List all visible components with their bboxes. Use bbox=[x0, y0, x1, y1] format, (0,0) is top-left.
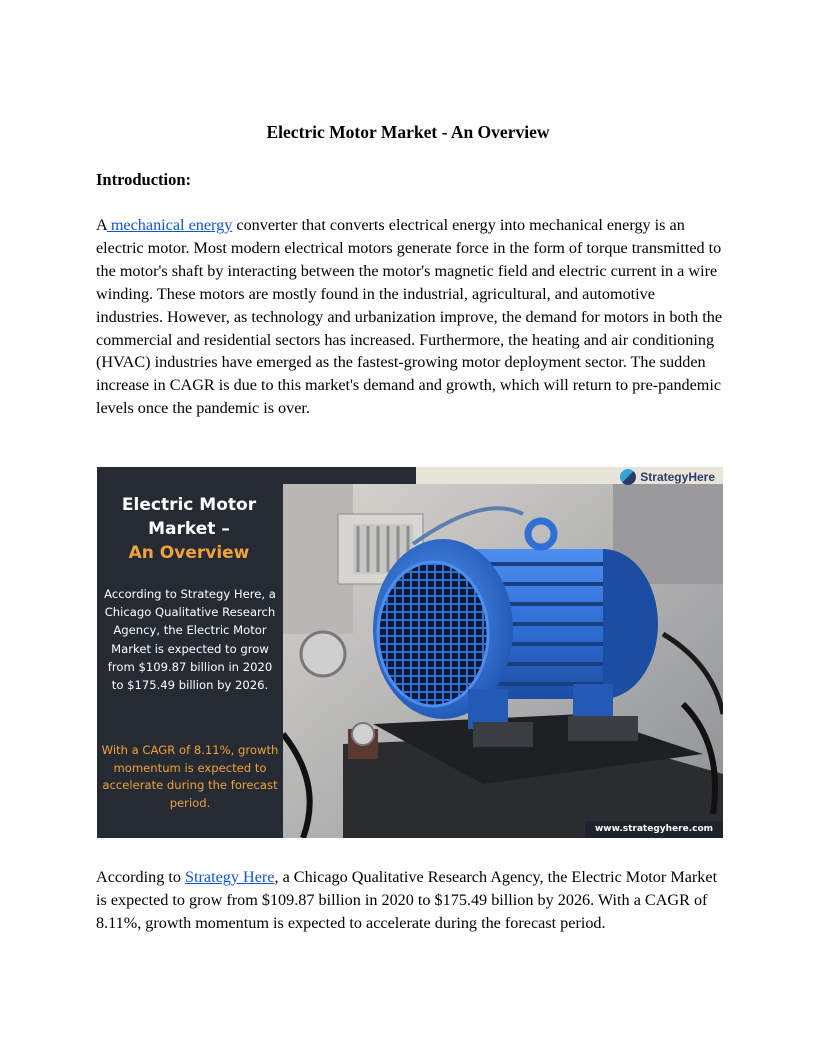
intro-paragraph bbox=[96, 214, 724, 420]
market-paragraph bbox=[96, 866, 724, 935]
infographic-image bbox=[97, 467, 723, 838]
website-bar: www.strategyhere.com bbox=[585, 821, 723, 838]
mechanical-energy-link[interactable]: mechanical energy bbox=[106, 216, 233, 234]
electric-motor-photo bbox=[283, 484, 723, 838]
strategy-here-logo bbox=[620, 467, 715, 487]
page-title: Electric Motor Market - An Overview bbox=[266, 122, 550, 142]
market-prefix: According to bbox=[96, 868, 186, 886]
intro-text: converter that converts electrical energy into mechanical energy is an electric motor. Most modern electrical motors generate force in the form of torque transmitted to the motor's shaft by interacting between the motor's magnetic field and electric current in a wire winding. These motors are mostly found in the industrial, agricultural, and automotive industries. However, as technology and urbanization improve, the demand for motors in both the commercial and residential sectors has increased. Furthermore, the heating and air conditioning (HVAC) industries have emerged as the fastest-growing motor deployment sector. The sudden increase in CAGR is due to this market's demand and growth, which will return to pre-pandemic levels once the pandemic is over. bbox=[96, 216, 723, 418]
logo-text: StrategyHere bbox=[640, 470, 715, 484]
infographic-title-line3: An Overview bbox=[128, 543, 250, 563]
infographic-title-line2: Market – bbox=[148, 519, 230, 539]
infographic-title-line1: Electric Motor bbox=[121, 495, 257, 515]
infographic-body-text: According to Strategy Here, a Chicago Qualitative Research Agency, the Electric Motor Market is expected to grow from $109.87 billion in 2020 to $175.49 billion by 2026. bbox=[104, 587, 276, 693]
strategy-here-link[interactable]: Strategy Here bbox=[185, 868, 275, 886]
logo-mark-icon bbox=[620, 469, 636, 485]
market-text: , a Chicago Qualitative Research Agency, the Electric Motor Market is expected to grow from $109.87 billion in 2020 to $175.49 billion by 2026. With a CAGR of 8.11%, growth momentum is expected to accelerate during the forecast period. bbox=[96, 868, 718, 932]
electric-motor-illustration bbox=[283, 484, 723, 838]
section-heading: Introduction: bbox=[96, 170, 192, 189]
infographic-cagr-text: With a CAGR of 8.11%, growth momentum is expected to accelerate during the forecast period. bbox=[101, 743, 279, 810]
intro-prefix: A bbox=[96, 216, 107, 234]
